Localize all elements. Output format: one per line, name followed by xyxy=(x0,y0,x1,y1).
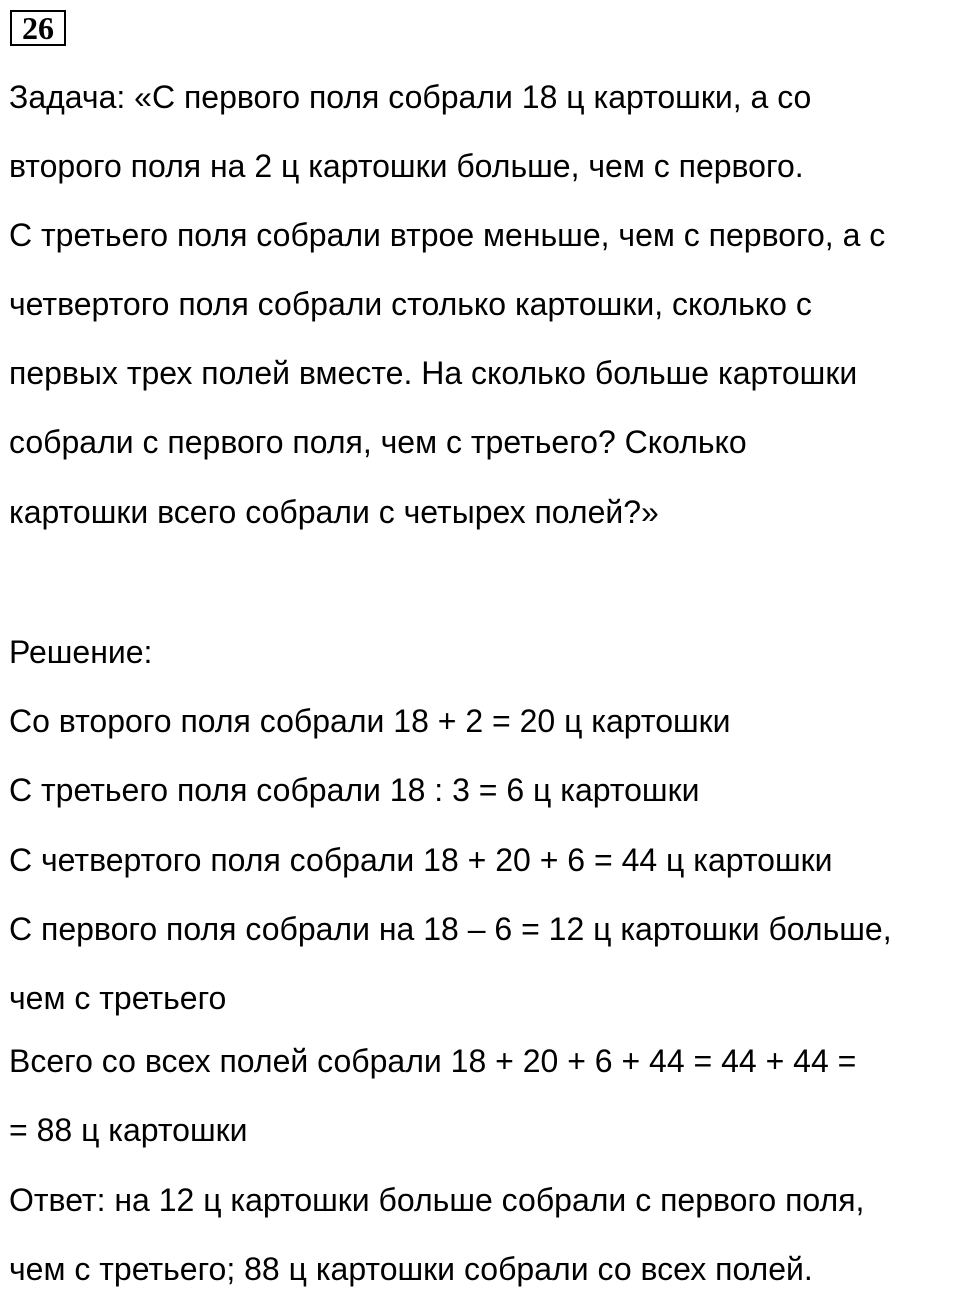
solution-heading: Решение: xyxy=(9,634,153,670)
solution-line: = 88 ц картошки xyxy=(9,1112,248,1148)
problem-line: картошки всего собрали с четырех полей?» xyxy=(9,494,659,530)
answer-line: Ответ: на 12 ц картошки больше собрали с первого поля, xyxy=(9,1182,865,1218)
solution-line: С первого поля собрали на 18 – 6 = 12 ц картошки больше, xyxy=(9,911,892,947)
solution-line: С третьего поля собрали 18 : 3 = 6 ц картошки xyxy=(9,772,700,808)
problem-line: второго поля на 2 ц картошки больше, чем с первого. xyxy=(9,148,804,184)
answer-line: чем с третьего; 88 ц картошки собрали со всех полей. xyxy=(9,1251,813,1287)
problem-line: четвертого поля собрали столько картошки, сколько с xyxy=(9,286,812,322)
solution-line: чем с третьего xyxy=(9,980,227,1016)
problem-line: С третьего поля собрали втрое меньше, чем с первого, а с xyxy=(9,217,886,253)
task-number: 26 xyxy=(22,10,54,46)
problem-line: первых трех полей вместе. На сколько больше картошки xyxy=(9,355,858,391)
problem-line: Задача: «С первого поля собрали 18 ц картошки, а со xyxy=(9,79,812,115)
solution-line: Всего со всех полей собрали 18 + 20 + 6 + 44 = 44 + 44 = xyxy=(9,1043,857,1079)
problem-line: собрали с первого поля, чем с третьего? Сколько xyxy=(9,424,747,460)
task-number-box xyxy=(10,10,66,46)
solution-line: С четвертого поля собрали 18 + 20 + 6 = 44 ц картошки xyxy=(9,842,833,878)
solution-line: Со второго поля собрали 18 + 2 = 20 ц картошки xyxy=(9,703,731,739)
